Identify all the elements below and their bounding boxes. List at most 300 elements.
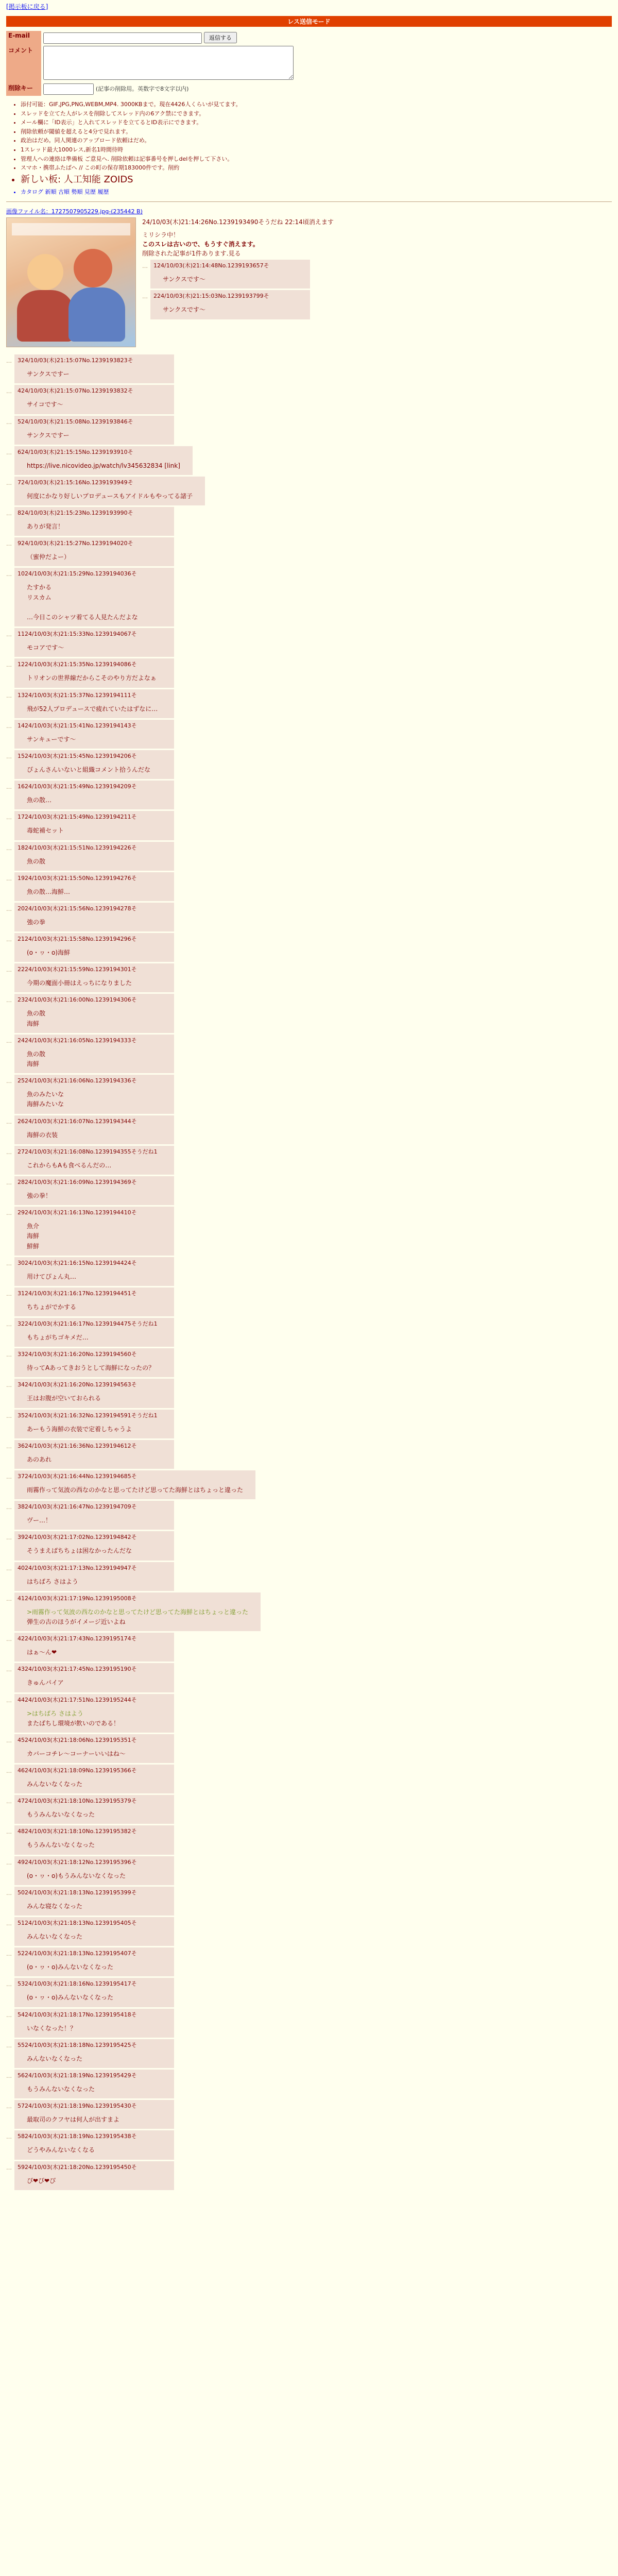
reply-row xyxy=(6,1887,612,1916)
reply-box xyxy=(150,290,310,319)
reply-header: 1224/10/03(木)21:15:35No.1239194086そ xyxy=(18,661,137,668)
reply-header: 5924/10/03(木)21:18:20No.1239195450そ xyxy=(18,2163,137,2171)
reply-gutter: … xyxy=(6,997,12,1004)
op-line: ミリシラ中！ xyxy=(142,231,180,239)
reply-row xyxy=(6,811,612,840)
reply-body xyxy=(27,1678,162,1688)
reply-body xyxy=(27,2145,162,2155)
reply-header: 4224/10/03(木)21:17:43No.1239195174そ xyxy=(18,1635,137,1642)
reply-body xyxy=(27,1333,162,1343)
reply-line: https://live.nicovideo.jp/watch/lv345632834 [link] xyxy=(27,462,180,469)
reply-line: 鮮鮮 xyxy=(27,1242,40,1250)
reply-box xyxy=(14,689,174,718)
reply-body xyxy=(27,522,162,532)
reply-header: 2424/10/03(木)21:16:05No.1239194333そ xyxy=(18,1037,137,1044)
reply-gutter: … xyxy=(6,1078,12,1085)
reply-row xyxy=(6,446,612,475)
reply-gutter: … xyxy=(142,293,148,300)
new-boards-link[interactable]: • 新しい板: 人工知能 ZOIDS xyxy=(21,173,612,188)
reply-body xyxy=(27,583,162,622)
email-label: E-mail xyxy=(6,31,41,45)
reply-row xyxy=(6,2039,612,2068)
reply-row xyxy=(6,1917,612,1946)
reply-line: ぴ❤ぴ❤ぴ xyxy=(27,2177,56,2184)
reply-box xyxy=(14,2070,174,2098)
reply-header: 1024/10/03(木)21:15:29No.1239194036そ xyxy=(18,570,137,578)
op-post xyxy=(142,217,334,347)
reply-body xyxy=(27,1871,162,1881)
reply-body xyxy=(27,704,162,714)
reply-line: ありが発言！ xyxy=(27,523,64,531)
reply-header: 2924/10/03(木)21:16:13No.1239194410そ xyxy=(18,1209,137,1216)
reply-gutter: … xyxy=(6,1595,12,1602)
reply-gutter: … xyxy=(6,1037,12,1044)
reply-header: 5424/10/03(木)21:18:17No.1239195418そ xyxy=(18,2011,137,2018)
reply-header: 3524/10/03(木)21:16:32No.1239194591そうだね1 xyxy=(18,1412,158,1419)
reply-row xyxy=(6,872,612,901)
reply-box xyxy=(14,1663,174,1692)
reply-gutter: … xyxy=(142,263,148,270)
reply-body xyxy=(27,948,162,958)
reply-gutter: … xyxy=(6,2072,12,2079)
reply-box xyxy=(14,933,174,962)
reply-body xyxy=(27,400,162,410)
reply-gutter: … xyxy=(6,753,12,760)
reply-box xyxy=(14,1562,174,1591)
reply-gutter: … xyxy=(6,388,12,395)
reply-gutter: … xyxy=(6,2133,12,2141)
reply-gutter: … xyxy=(6,814,12,821)
reply-header: 2224/10/03(木)21:15:59No.1239194301そ xyxy=(18,966,137,973)
reply-gutter: … xyxy=(6,1737,12,1744)
reply-row xyxy=(6,507,612,536)
reply-row xyxy=(6,1947,612,1976)
reply-header: 3324/10/03(木)21:16:20No.1239194560そ xyxy=(18,1351,137,1358)
reply-header: 4324/10/03(木)21:17:45No.1239195190そ xyxy=(18,1666,137,1673)
reply-body xyxy=(27,1009,162,1028)
reply-gutter: … xyxy=(6,1798,12,1805)
reply-header: 3124/10/03(木)21:16:17No.1239194451そ xyxy=(18,1290,137,1297)
reply-header: 5224/10/03(木)21:18:13No.1239195407そ xyxy=(18,1950,137,1957)
reply-header: 624/10/03(木)21:15:15No.1239193910そ xyxy=(18,448,133,455)
reply-gutter: … xyxy=(6,844,12,852)
reply-row xyxy=(6,354,612,383)
reply-line: 用けてぴょん丸… xyxy=(27,1273,77,1280)
reply-body xyxy=(27,1394,162,1403)
reply-body xyxy=(27,795,162,805)
reply-box xyxy=(14,1856,174,1885)
reply-box xyxy=(14,2100,174,2129)
thread xyxy=(0,207,618,2190)
reply-body xyxy=(27,918,162,927)
reply-gutter: … xyxy=(6,662,12,669)
reply-body xyxy=(27,1363,162,1373)
reply-header: 5124/10/03(木)21:18:13No.1239195405そ xyxy=(18,1920,137,1927)
reply-body xyxy=(27,1425,162,1434)
rule-item: • 管理人への連絡は準備板 ご意見へ. 削除依頼は記事番号を押しdelを押して下さい。 xyxy=(21,155,612,164)
board-rules xyxy=(21,100,612,196)
reply-body xyxy=(27,552,162,562)
reply-header: 224/10/03(木)21:15:03No.1239193799そ xyxy=(153,293,269,300)
reply-box xyxy=(14,1765,174,1793)
reply-row xyxy=(6,2161,612,2190)
reply-box xyxy=(14,1287,174,1316)
reply-line: 強の拳 xyxy=(27,918,46,926)
reply-row xyxy=(6,1075,612,1113)
reply-line: 海鮮 xyxy=(27,1020,40,1027)
reply-box xyxy=(14,1146,174,1175)
reply-line: サンキューです〜 xyxy=(27,735,76,743)
comment-field[interactable] xyxy=(43,46,294,80)
reply-header: 2124/10/03(木)21:15:58No.1239194296そ xyxy=(18,936,137,943)
reply-line: 魚のみたいな xyxy=(27,1091,64,1098)
reply-header: 4724/10/03(木)21:18:10No.1239195379そ xyxy=(18,1798,137,1805)
reply-gutter: … xyxy=(6,1666,12,1673)
reply-gutter: … xyxy=(6,1534,12,1541)
top-bar xyxy=(0,0,618,13)
reply-line: 海鮮 xyxy=(27,1060,40,1068)
reply-row xyxy=(6,477,612,505)
reply-body xyxy=(27,857,162,867)
reply-body xyxy=(27,1607,248,1627)
reply-row xyxy=(6,750,612,779)
reply-line: 海鮮の衣装 xyxy=(27,1131,58,1139)
reply-line: もうみんないなくなった xyxy=(27,1811,95,1819)
reply-header: 424/10/03(木)21:15:07No.1239193832そ xyxy=(18,387,133,395)
reply-box xyxy=(14,1470,255,1499)
delete-key-note: (記事の削除用。英数字で8文字以内) xyxy=(95,86,189,92)
reply-header: 5524/10/03(木)21:18:18No.1239195425そ xyxy=(18,2041,137,2048)
reply-body xyxy=(27,369,162,379)
reply-header: 3724/10/03(木)21:16:44No.1239194685そ xyxy=(18,1473,137,1480)
delete-key-label: 削除キー xyxy=(6,82,41,96)
reply-body xyxy=(27,1962,162,1972)
reply-row xyxy=(6,1734,612,1763)
reply-row xyxy=(6,1257,612,1286)
reply-box xyxy=(14,963,174,992)
reply-header: 1124/10/03(木)21:15:33No.1239194067そ xyxy=(18,631,137,638)
reply-line: これからもAも食べるんだの… xyxy=(27,1161,112,1169)
op-file-link[interactable]: 画像ファイル名：1727507905229.jpg-(235442 B) xyxy=(6,208,143,215)
reply-box xyxy=(14,385,174,414)
reply-header: 924/10/03(木)21:15:27No.1239194020そ xyxy=(18,540,133,547)
op-expire-notice: このスレは古いので、もうすぐ消えます。 xyxy=(142,241,259,248)
reply-header: 324/10/03(木)21:15:07No.1239193823そ xyxy=(18,357,133,364)
reply-line: 海鮮みたいな xyxy=(27,1100,64,1108)
reply-line: もちょがちゴキメだ… xyxy=(27,1334,89,1342)
reply-body xyxy=(27,1577,162,1587)
reply-line: カバーコチレ〜コーナーいいはね〜 xyxy=(27,1750,126,1757)
reply-line: どうやみんないなくなる xyxy=(27,2146,95,2154)
reply-header: 4524/10/03(木)21:18:06No.1239195351そ xyxy=(18,1736,137,1743)
reply-line: 弾生の古のほうがイメージ近いよね xyxy=(27,1618,126,1625)
reply-header: 5324/10/03(木)21:18:16No.1239195417そ xyxy=(18,1980,137,1988)
reply-gutter: … xyxy=(6,1951,12,1958)
reply-row xyxy=(6,416,612,445)
rule-item: • 政治はだめ。同人関連のアップロード依頼はだめ。 xyxy=(21,136,612,145)
reply-box xyxy=(14,354,174,383)
reply-line: サンクスですー xyxy=(27,431,70,439)
reply-header: 4124/10/03(木)21:17:19No.1239195008そ xyxy=(18,1595,137,1602)
reply-body xyxy=(27,1130,162,1140)
reply-box xyxy=(14,2009,174,2038)
reply-row xyxy=(6,2070,612,2098)
reply-gutter: … xyxy=(6,875,12,882)
reply-body xyxy=(27,2084,162,2094)
reply-gutter: … xyxy=(6,1179,12,1186)
reply-line: リスカム xyxy=(27,594,52,601)
reply-row xyxy=(6,2009,612,2038)
reply-box xyxy=(14,1734,174,1763)
reply-box xyxy=(14,1694,174,1733)
reply-line: (o・ヮ・o)みんないなくなった xyxy=(27,1963,114,1971)
reply-row xyxy=(6,1531,612,1560)
character-head-shape xyxy=(74,249,112,287)
reply-header: 3924/10/03(木)21:17:02No.1239194842そ xyxy=(18,1534,137,1541)
reply-body xyxy=(27,1780,162,1789)
reply-box xyxy=(14,1917,174,1946)
nested-reply xyxy=(142,290,334,319)
reply-box xyxy=(14,1115,174,1144)
reply-line: 何度にかなり好しいプロデュースもアイドルもやってる諸子 xyxy=(27,492,193,500)
op-thumbnail-image[interactable] xyxy=(6,217,136,347)
reply-box xyxy=(14,1035,174,1073)
reply-line: 魚の散 xyxy=(27,1010,46,1018)
reply-body xyxy=(27,2176,162,2186)
reply-list xyxy=(6,354,612,2190)
reply-body xyxy=(27,1993,162,2003)
reply-header: 1424/10/03(木)21:15:41No.1239194143そ xyxy=(18,722,137,729)
reply-gutter: … xyxy=(6,1382,12,1389)
reply-header: 2324/10/03(木)21:16:00No.1239194306そ xyxy=(18,996,137,1004)
reply-header: 3024/10/03(木)21:16:15No.1239194424そ xyxy=(18,1259,137,1266)
reply-row xyxy=(6,842,612,871)
reply-body xyxy=(27,765,162,775)
reply-gutter: … xyxy=(6,967,12,974)
reply-header: 5024/10/03(木)21:18:13No.1239195399そ xyxy=(18,1889,137,1896)
reply-body xyxy=(27,431,162,440)
reply-box xyxy=(14,658,174,687)
rule-item: • 削除依頼が閾値を超えると4分で見れます。 xyxy=(21,127,612,137)
reply-body xyxy=(27,1302,162,1312)
reply-header: 1824/10/03(木)21:15:51No.1239194226そ xyxy=(18,844,137,851)
reply-gutter: … xyxy=(6,2042,12,2049)
reply-header: 1924/10/03(木)21:15:50No.1239194276そ xyxy=(18,874,137,882)
reply-body xyxy=(27,2024,162,2033)
reply-header: 2624/10/03(木)21:16:07No.1239194344そ xyxy=(18,1117,137,1125)
reply-box xyxy=(14,872,174,901)
reply-line: いなくなった！？ xyxy=(27,2024,77,2032)
reply-box xyxy=(14,628,174,657)
reply-gutter: … xyxy=(6,1636,12,1643)
reply-row xyxy=(6,1115,612,1144)
reply-box xyxy=(14,1176,174,1205)
reply-line: そうまえばちちょは困なかったんだな xyxy=(27,1547,132,1555)
reply-row xyxy=(6,1592,612,1631)
reply-row xyxy=(6,628,612,657)
reply-body xyxy=(27,2054,162,2064)
reply-row xyxy=(6,1663,612,1692)
reply-body xyxy=(27,1090,162,1109)
reply-line: サイコです〜 xyxy=(27,401,63,409)
reply-box xyxy=(14,537,174,566)
reply-gutter: … xyxy=(6,1210,12,1217)
reply-box xyxy=(14,477,205,505)
reply-line: (o・ヮ・o)もうみんないなくなった xyxy=(27,1872,126,1879)
reply-line: >はちばろ さはよう xyxy=(27,1709,83,1717)
reply-gutter: … xyxy=(6,631,12,638)
reply-gutter: … xyxy=(6,1768,12,1775)
reply-line: サンクスですー xyxy=(27,370,70,378)
reply-box xyxy=(14,720,174,749)
back-to-board-link[interactable]: [掲示板に戻る] xyxy=(6,3,48,10)
reply-line: あーもう海鮮の衣装で定着しちゃうよ xyxy=(27,1425,132,1433)
reply-row xyxy=(6,1379,612,1408)
reply-gutter: … xyxy=(6,1859,12,1866)
reply-box xyxy=(14,781,174,809)
reply-body xyxy=(27,1485,243,1495)
reply-line: ヴー…！ xyxy=(27,1517,52,1524)
nav-links[interactable]: • カタログ 新順 古順 勢順 見歴 履歴 xyxy=(21,188,612,197)
thumbnail-banner xyxy=(12,223,130,235)
reply-line: 最取司のクフヤは何人が出すまよ xyxy=(27,2116,120,2124)
reply-gutter: … xyxy=(6,1565,12,1572)
delete-key-field[interactable] xyxy=(43,83,94,95)
op-deleted-note: 削除された記事が1件あります.見る xyxy=(142,250,241,258)
reply-gutter: … xyxy=(6,571,12,578)
reply-row xyxy=(6,781,612,809)
character-body-shape xyxy=(68,287,125,342)
reply-row xyxy=(6,1348,612,1377)
reply-line: ちちょがでかする xyxy=(27,1303,77,1311)
reply-box xyxy=(14,1825,174,1854)
reply-gutter: … xyxy=(6,722,12,730)
reply-row xyxy=(6,1633,612,1662)
reply-line: 強の拳！ xyxy=(27,1192,52,1199)
reply-gutter: … xyxy=(6,479,12,486)
reply-line: みんな寝なくなった xyxy=(27,1902,83,1910)
reply-body: サンクスです〜 xyxy=(163,276,206,283)
reply-box xyxy=(14,568,174,626)
reply-header: 4424/10/03(木)21:17:51No.1239195244そ xyxy=(18,1696,137,1703)
reply-header: 124/10/03(木)21:14:48No.1239193657そ xyxy=(153,262,269,269)
reply-header: 5624/10/03(木)21:18:19No.1239195429そ xyxy=(18,2072,137,2079)
reply-box xyxy=(14,1887,174,1916)
reply-gutter: … xyxy=(6,1351,12,1359)
reply-gutter: … xyxy=(6,358,12,365)
reply-body xyxy=(27,643,162,653)
rule-item: • スレッドを立てた人がレスを削除してスレッド内の6アク禁にできます。 xyxy=(21,109,612,118)
reply-line: 飛が52人プロデュースで疲れていたはずなに… xyxy=(27,705,158,713)
reply-body xyxy=(27,1810,162,1820)
submit-button[interactable]: 返信する xyxy=(204,32,237,43)
reply-row xyxy=(6,1765,612,1793)
reply-box xyxy=(14,2161,174,2190)
reply-body xyxy=(27,673,162,683)
reply-line: きゅんパイア xyxy=(27,1679,64,1687)
reply-line: あのあれ xyxy=(27,1455,52,1463)
reply-box xyxy=(14,2130,174,2159)
reply-box xyxy=(14,2039,174,2068)
reply-header: 1724/10/03(木)21:15:49No.1239194211そ xyxy=(18,814,137,821)
reply-header: 1324/10/03(木)21:15:37No.1239194111そ xyxy=(18,691,137,699)
reply-header: 824/10/03(木)21:15:23No.1239193990そ xyxy=(18,510,133,517)
reply-gutter: … xyxy=(6,1504,12,1511)
reply-line: みんないなくなった xyxy=(27,2055,83,2062)
reply-body xyxy=(27,1932,162,1942)
reply-header: 2024/10/03(木)21:15:56No.1239194278そ xyxy=(18,905,137,912)
reply-line xyxy=(27,603,162,613)
reply-row xyxy=(6,568,612,626)
reply-gutter: … xyxy=(6,692,12,699)
reply-body xyxy=(27,1648,162,1657)
reply-row xyxy=(6,1146,612,1175)
reply-gutter: … xyxy=(6,784,12,791)
reply-line: 王はお腹が空いておられる xyxy=(27,1395,101,1402)
reply-body xyxy=(27,978,162,988)
reply-row xyxy=(6,933,612,962)
reply-box xyxy=(14,1348,174,1377)
reply-line: (o・ヮ・o)みんないなくなった xyxy=(27,1994,114,2002)
reply-line: 毒蛇補セット xyxy=(27,827,64,835)
reply-gutter: … xyxy=(6,1473,12,1481)
reply-row xyxy=(6,1318,612,1347)
reply-line: みんないなくなった xyxy=(27,1781,83,1788)
reply-header: 1624/10/03(木)21:15:49No.1239194209そ xyxy=(18,783,137,790)
reply-gutter: … xyxy=(6,1260,12,1267)
reply-row xyxy=(6,1856,612,1885)
reply-gutter: … xyxy=(6,1412,12,1419)
reply-header: 5724/10/03(木)21:18:19No.1239195430そ xyxy=(18,2103,137,2110)
reply-box xyxy=(14,842,174,871)
reply-row xyxy=(6,994,612,1032)
email-field[interactable] xyxy=(43,32,202,44)
reply-body: サンクスです〜 xyxy=(163,306,206,314)
reply-box xyxy=(14,507,174,536)
reply-line: 魚介 xyxy=(27,1223,40,1230)
reply-body xyxy=(27,735,162,744)
reply-gutter: … xyxy=(6,1443,12,1450)
reply-gutter: … xyxy=(6,1697,12,1704)
reply-body xyxy=(27,1749,162,1759)
reply-body xyxy=(27,1222,162,1251)
mode-banner: レス送信モード xyxy=(6,16,612,27)
reply-row xyxy=(6,1694,612,1733)
reply-box xyxy=(14,1318,174,1347)
reply-box xyxy=(14,416,174,445)
reply-box xyxy=(14,1501,174,1530)
rule-item: • メール欄に「ID表示」と入れてスレッドを立てるとID表示にできます。 xyxy=(21,118,612,127)
reply-gutter: … xyxy=(6,2011,12,2019)
reply-body xyxy=(27,1272,162,1282)
reply-box xyxy=(14,1592,261,1631)
reply-body xyxy=(27,1516,162,1526)
reply-box xyxy=(14,903,174,931)
reply-body xyxy=(27,1902,162,1911)
reply-header: 3224/10/03(木)21:16:17No.1239194475そうだね1 xyxy=(18,1320,158,1328)
reply-gutter: … xyxy=(6,1981,12,1988)
reply-row xyxy=(6,1176,612,1205)
reply-body xyxy=(27,1049,162,1069)
reply-header: 4924/10/03(木)21:18:12No.1239195396そ xyxy=(18,1858,137,1866)
reply-row xyxy=(6,658,612,687)
rule-item: • 1スレッド最大1000レス,新名1時間待時 xyxy=(21,145,612,155)
reply-gutter: … xyxy=(6,905,12,912)
comment-label: コメント xyxy=(6,45,41,82)
rule-item: • スマホ・携帯ふたばへ // この町の保存期183000件です。削約 xyxy=(21,163,612,173)
reply-line: モコアです〜 xyxy=(27,644,64,652)
reply-box xyxy=(14,1410,174,1438)
